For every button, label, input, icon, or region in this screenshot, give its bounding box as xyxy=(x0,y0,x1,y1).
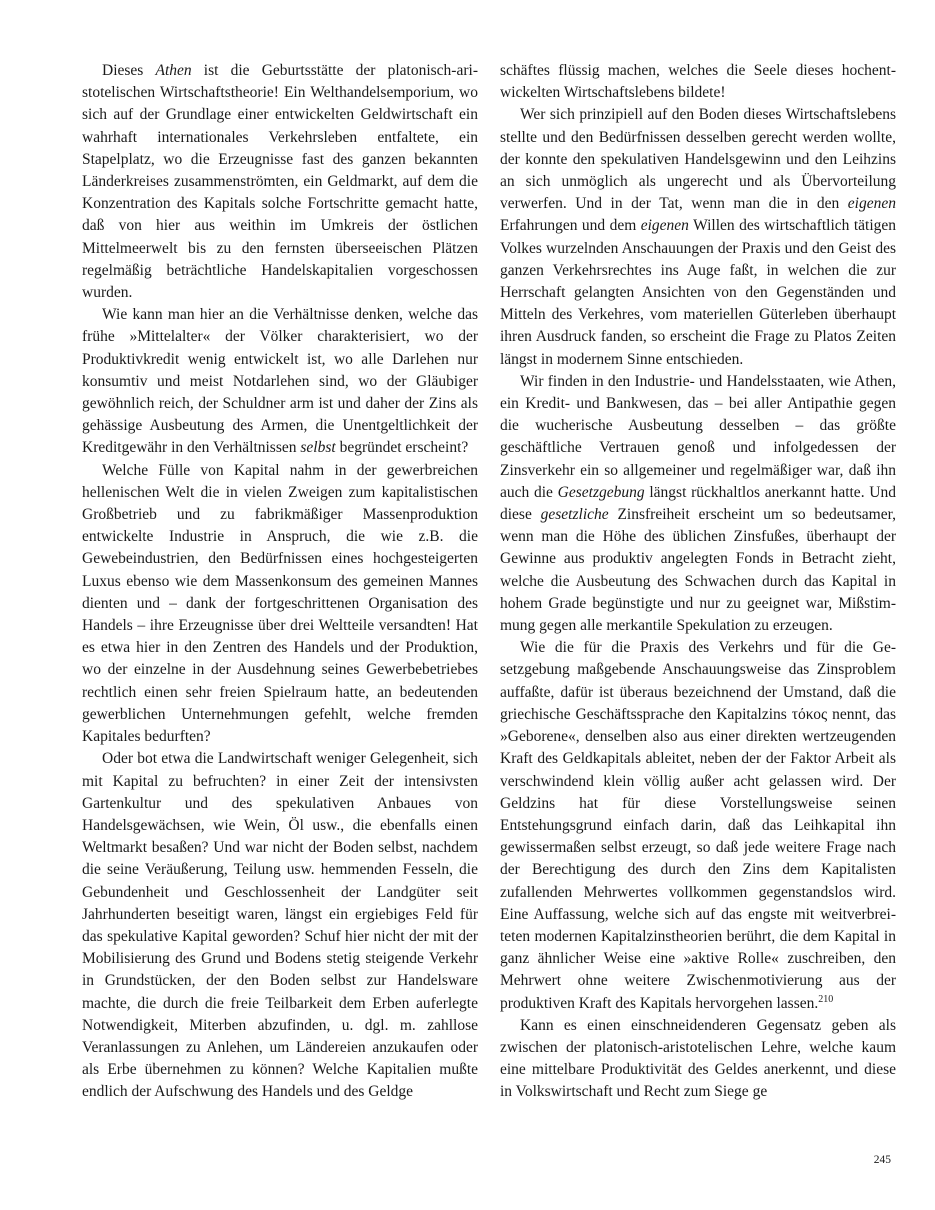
emphasis-text: eigenen xyxy=(847,195,896,213)
emphasis-text: gesetzliche xyxy=(540,506,609,524)
text-run: Wer sich prinzipiell auf den Boden dieses Wirtschaftslebens stellte und den Bedürfnissen desselben gerecht werden wollte, der konnte den spekulativen Handelsgewinn und den Leihzins an sich unmöglich als ungerecht und als Übervorteilung verwerfen. Und in der Tat, wenn man die in den xyxy=(500,106,896,213)
text-run: Dieses xyxy=(102,62,156,79)
text-run: Erfahrungen und dem xyxy=(500,217,641,235)
text-run: längst rückhaltlos anerkannt hatte. Und diese xyxy=(500,483,896,524)
emphasis-text: Athen xyxy=(155,62,192,79)
page-number: 245 xyxy=(873,1154,891,1166)
emphasis-text: Gesetzgebung xyxy=(557,483,645,501)
text-run: Zinsfreiheit erscheint um so bedeutsamer, wenn man die Höhe des üblichen Zinsfußes, überhaupt der Gewinne aus produktiv angelegten Fonds in Betracht zieht, welche die Ausbeutung des Schwachen durch das Kapital in hohem Grade begünstigte und nur zu geeignet war, Mißstimmung gegen alle merkantile Spekulation zu erzeugen. xyxy=(500,506,896,635)
text-run: Oder bot etwa die Landwirtschaft weniger Gelegenheit, sich mit Kapital zu befruchten? in einer Zeit der intensivsten Gartenkultur und des spekulativen Anbaues von Handelsgewächsen, wie Wein, Öl usw., die ebenfalls einen Weltmarkt besaßen? Und war nicht der Boden selbst, nachdem die seine Veräußerung, Teilung usw. hemmenden Fesseln, die Gebundenheit und Geschlossenheit der Landgüter seit Jahrhunderten beseitigt waren, längst ein ergiebiges Feld für das spekulative Kapital geworden? Schuf hier nicht der mit der Mobilisierung des Grund und Bodens stetig steigende Verkehr in Grundstücken, der den Boden selbst zur Handelsware machte, die durch die freie Teilbarkeit dem Erben auferlegte Notwendigkeit, Miterben abzufinden, u. dgl. m. zahllose Veranlassungen zu Anlehen, um Ländereien anzukaufen oder als Erbe übernehmen zu können? Welche Kapitalien mußte endlich der Aufschwung des Handels und des Geldge xyxy=(82,750,478,1101)
text-run: schäftes flüssig machen, welches die Seele dieses hochentwickelten Wirtschaftslebens bildete! xyxy=(500,62,896,102)
paragraph xyxy=(82,748,478,1103)
paragraph xyxy=(500,371,896,637)
text-run: begründet erscheint? xyxy=(335,439,469,457)
text-run: Wie die für die Praxis des Verkehrs und für die Gesetzgebung maßgebende Anschauungsweise das Zinsproblem auffaßte, dafür ist überaus bezeichnend der Umstand, daß die griechische Geschäftssprache den Kapitalzins τόκος nennt, das »Geborene«, denselben also aus einer direkten wertzeugenden Kraft des Geldkapitals ableitet, neben der der Faktor Arbeit als verschwindend klein völlig außer acht gelassen wird. Der Geldzins hat für diese Vorstellungsweise seinen Entstehungsgrund einfach darin, daß das Leihkapital ihn gewissermaßen selbst erzeugt, so daß jede weitere Frage nach der Berechtigung des durch den Zins dem Kapitalisten zufallenden Mehrwertes vollkommen gegenstandslos wird. Eine Auffassung, welche sich auf das engste mit weitverbreiteten modernen Kapitalzinstheorien berührt, die dem Kapital in ganz ähnlicher Weise eine »aktive Rolle« zuschreiben, den Mehrwert ohne weitere Zwischenmotivierung aus der produktiven Kraft des Kapitals hervorgehen lassen. xyxy=(500,639,896,1012)
emphasis-text: eigenen xyxy=(640,217,689,235)
text-run: Kann es einen einschneidenderen Gegensatz geben als zwischen der platonisch-aristotelischen Lehre, welche kaum eine mittelbare Produktivität des Geldes anerkennt, und diese in Volkswirtschaft und Recht zum Siege ge xyxy=(500,1016,896,1101)
paragraph xyxy=(500,60,896,104)
paragraph xyxy=(500,1015,896,1104)
paragraph xyxy=(500,637,896,1014)
right-text-column xyxy=(500,60,896,1104)
left-text-column xyxy=(82,60,478,1104)
paragraph xyxy=(82,304,478,459)
text-run: Welche Fülle von Kapital nahm in der gewerbreichen hellenischen Welt die in vielen Zweigen zum kapitalistischen Großbetrieb und zu fabrikmäßiger Massenproduktion entwickelte Industrie in Anspruch, die wie z.B. die Gewebeindustrien, den Bedürfnissen eines hochgesteigerten Luxus ebenso wie dem Massenkonsum des gemeinen Mannes dienten und – dank der fortgeschrittenen Organisation des Handels – ihre Erzeugnisse über drei Weltteile versandten! Hat es etwa hier in den Zentren des Handels und der Produktion, wo der einzelne in der Ausdehnung seines Gewerbebetriebes rechtlich einen sehr freien Spielraum hatte, an bedeutenden gewerblichen Unternehmungen gefehlt, welche fremden Kapitales bedurften? xyxy=(82,461,478,746)
paragraph xyxy=(82,60,478,304)
text-run: Wie kann man hier an die Verhältnisse denken, welche das frühe »Mittelalter« der Völker charakterisiert, wo der Produktivkredit wenig entwickelt ist, wo alle Darlehen nur konsumtiv und meist Notdarlehen sind, wo der Gläubiger gewöhnlich reich, der Schuldner arm ist und daher der Zins als gehässige Ausbeutung des Armen, die Unentgeltlichkeit der Kreditgewähr in den Verhältnissen xyxy=(82,306,478,457)
paragraph xyxy=(82,460,478,749)
emphasis-text: selbst xyxy=(300,439,336,457)
text-run: ist die Geburtsstätte der platonisch-aristotelischen Wirtschaftstheorie! Ein Welthandelsemporium, wo sich auf der Grundlage einer entwickelten Geldwirtschaft ein wahrhaft internationales Verkehrsleben entfaltete, ein Stapelplatz, wo die Erzeugnisse fast des ganzen bekannten Länderkreises zusammenströmten, ein Geldmarkt, auf dem die Konzentration des Kapitals solche Fortschritte gemacht hatte, daß von hier aus weithin im Umkreis der östlichen Mittelmeerwelt bis zu den fernsten überseeischen Plätzen regelmäßig beträchtliche Handelskapitalien vorgeschossen wurden. xyxy=(82,62,478,302)
paragraph xyxy=(500,104,896,370)
text-run: Willen des wirtschaftlich tätigen Volkes wurzelnden Anschauungen der Praxis und den Geist des ganzen Verkehrsrechtes ins Auge faßt, in welchen die zur Herrschaft gelangten Ansichten von den Gegenständen und Mitteln des Verkehres, vom materiellen Güterleben überhaupt ihren Ausdruck fanden, so erscheint die Frage zu Platos Zeiten längst in modernem Sinne entschieden. xyxy=(500,217,897,368)
text-run: Wir finden in den Industrie- und Handelsstaaten, wie Athen, ein Kredit- und Bankwesen, das – bei aller Antipathie gegen die wucherische Ausbeutung desselben – das größte geschäftliche Vertrauen genoß und infolgedessen der Zinsverkehr ein so allgemeiner und regelmäßiger war, daß ihn auch die xyxy=(500,372,896,501)
footnote-reference: 210 xyxy=(818,993,834,1005)
